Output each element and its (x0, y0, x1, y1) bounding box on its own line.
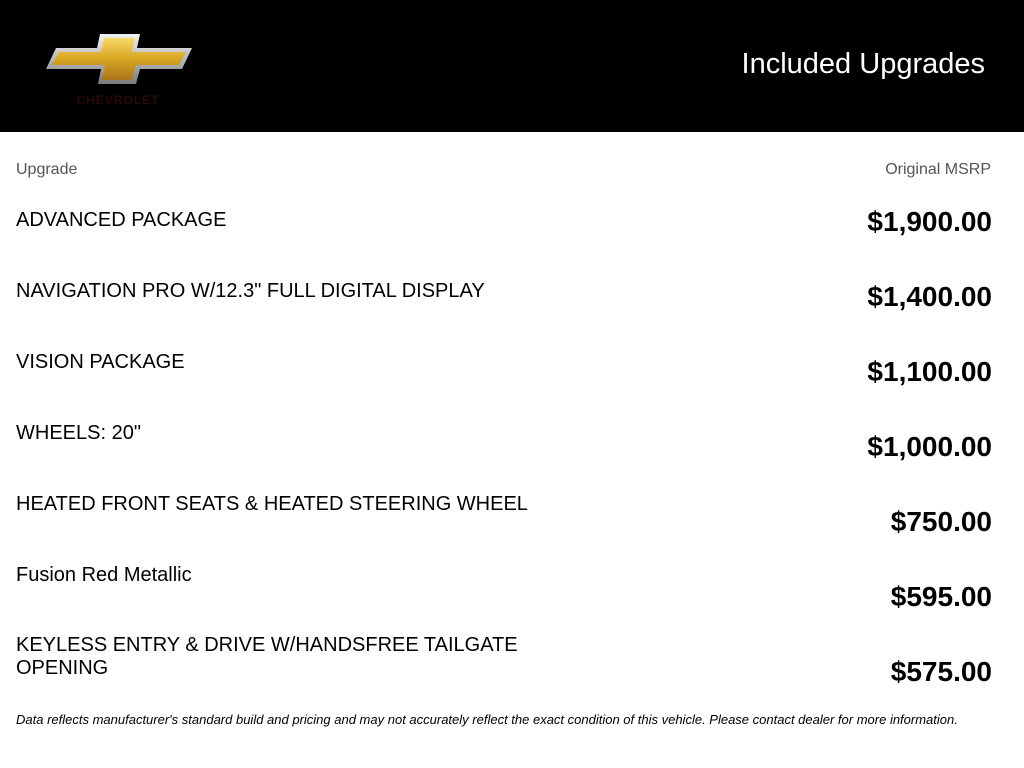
upgrade-price: $1,100.00 (867, 356, 992, 387)
upgrade-name: Fusion Red Metallic (16, 564, 192, 586)
upgrade-name: WHEELS: 20" (16, 422, 141, 444)
upgrade-name: HEATED FRONT SEATS & HEATED STEERING WHEEL (16, 493, 528, 515)
chevrolet-wordmark: CHEVROLET (76, 93, 160, 107)
upgrade-name: KEYLESS ENTRY & DRIVE W/HANDSFREE TAILGATE OPENING (16, 634, 518, 679)
header-bar (0, 0, 1024, 132)
upgrade-price: $750.00 (890, 506, 992, 537)
msrp-column-header: Original MSRP (885, 161, 991, 178)
upgrade-price: $575.00 (890, 656, 992, 687)
upgrade-name: NAVIGATION PRO W/12.3" FULL DIGITAL DISPLAY (16, 280, 485, 302)
upgrade-price: $1,000.00 (867, 431, 992, 462)
page-title: Included Upgrades (741, 48, 985, 80)
upgrade-name: ADVANCED PACKAGE (16, 209, 227, 231)
upgrade-price: $595.00 (890, 581, 992, 612)
upgrade-column-header: Upgrade (16, 161, 78, 178)
disclaimer-text: Data reflects manufacturer's standard build and pricing and may not accurately reflect the exact condition of this vehicle. Please contact dealer for more information. (16, 712, 958, 727)
upgrade-price: $1,400.00 (867, 281, 992, 312)
upgrade-price: $1,900.00 (867, 206, 992, 237)
upgrade-name: VISION PACKAGE (16, 351, 185, 373)
